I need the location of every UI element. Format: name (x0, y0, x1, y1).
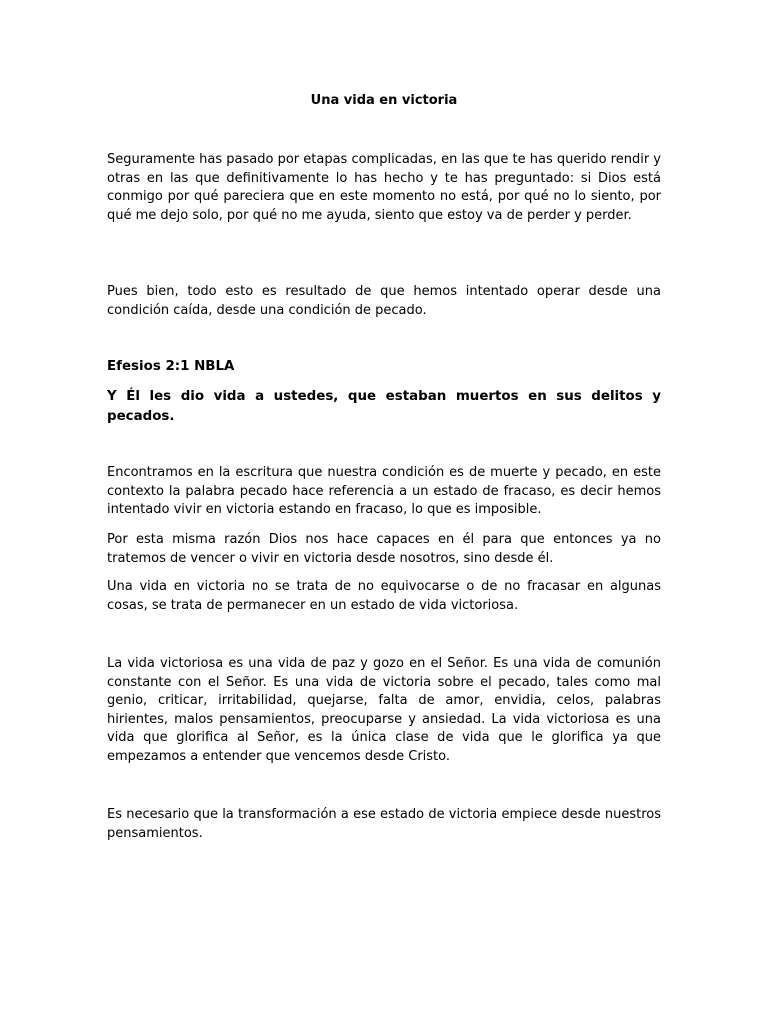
paragraph-transformation: Es necesario que la transformación a ese estado de victoria empiece desde nuestros pensamientos. (107, 807, 661, 841)
paragraph-reason: Por esta misma razón Dios nos hace capaces en él para que entonces ya no tratemos de vencer o vivir en victoria desde nosotros, sino desde él. (107, 532, 661, 566)
scripture-verse: Y Él les dio vida a ustedes, que estaban muertos en sus delitos y pecados. (107, 389, 661, 424)
scripture-reference: Efesios 2:1 NBLA (107, 359, 235, 374)
paragraph-condition: Encontramos en la escritura que nuestra condición es de muerte y pecado, en este contexto la palabra pecado hace referencia a un estado de fracaso, es decir hemos intentado vivir en victoria estando en fracaso, lo que es imposible. (107, 465, 661, 518)
paragraph-fallen-condition: Pues bien, todo esto es resultado de que hemos intentado operar desde una condición caída, desde una condición de pecado. (107, 284, 661, 318)
document-title: Una vida en victoria (310, 93, 458, 108)
paragraph-victory-meaning: Una vida en victoria no se trata de no equivocarse o de no fracasar en algunas cosas, se trata de permanecer en un estado de vida victoriosa. (107, 579, 661, 613)
paragraph-victorious-life: La vida victoriosa es una vida de paz y gozo en el Señor. Es una vida de comunión constante con el Señor. Es una vida de victoria sobre el pecado, tales como mal genio, criticar, irritabilidad, quejarse, falta de amor, envidia, celos, palabras hirientes, malos pensamientos, preocuparse y ansiedad. La vida victoriosa es una vida que glorifica al Señor, es la única clase de vida que le glorifica ya que empezamos a entender que vencemos desde Cristo. (107, 656, 661, 764)
document-page (107, 0, 661, 1024)
paragraph-intro: Seguramente has pasado por etapas complicadas, en las que te has querido rendir y otras en las que definitivamente lo has hecho y te has preguntado: si Dios está conmigo por qué pareciera que en este momento no está, por qué no lo siento, por qué me dejo solo, por qué no me ayuda, siento que estoy va de perder y perder. (107, 152, 661, 223)
